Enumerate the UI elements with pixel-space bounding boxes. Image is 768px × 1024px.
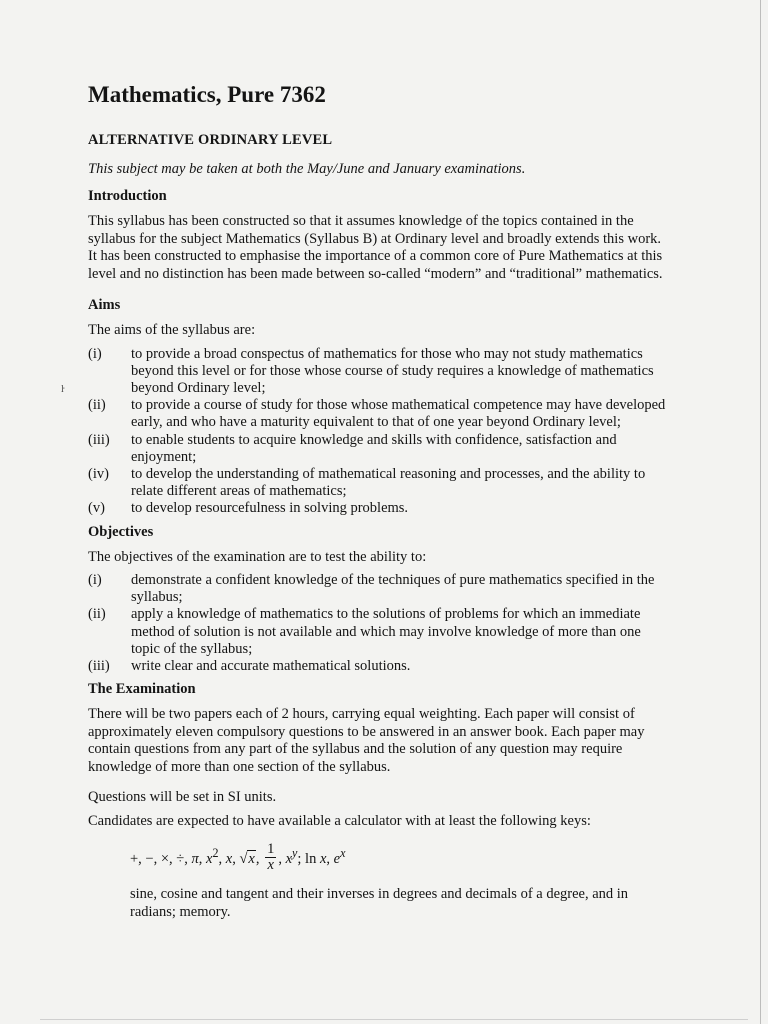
list-item	[88, 572, 673, 606]
list-item	[88, 500, 673, 517]
calculator-text: Candidates are expected to have available a calculator with at least the following keys:	[88, 812, 591, 829]
list-text: to provide a course of study for those whose mathematical competence may have developed early, and who have a maturity equivalent to that of one year beyond Ordinary level;	[131, 397, 666, 431]
objectives-heading: Objectives	[88, 523, 154, 540]
list-number: (iii)	[88, 431, 110, 448]
calculator-keys-formula	[130, 836, 673, 878]
list-number: (iii)	[88, 658, 110, 675]
objectives-list	[88, 572, 673, 675]
units-text: Questions will be set in SI units.	[88, 789, 277, 806]
aims-heading: Aims	[88, 297, 121, 313]
scan-mark: ŀ	[61, 384, 65, 395]
list-item	[88, 346, 673, 398]
list-number: (v)	[88, 500, 105, 517]
list-text: demonstrate a confident knowledge of the techniques of pure mathematics specified in the syllabus;	[131, 572, 655, 606]
list-item	[88, 397, 673, 431]
list-item	[88, 466, 673, 500]
list-text: to enable students to acquire knowledge and skills with confidence, satisfaction and enjoyment;	[131, 431, 617, 465]
list-text: to develop resourcefulness in solving problems.	[131, 500, 409, 517]
subtitle: ALTERNATIVE ORDINARY LEVEL	[88, 132, 333, 148]
list-text: to provide a broad conspectus of mathematics for those who may not study mathematics beyond this level or for those whose course of study requires a knowledge of mathematics beyond Ordinary level;	[131, 345, 654, 396]
aims-lead: The aims of the syllabus are:	[88, 322, 256, 338]
calculator-functions-text: sine, cosine and tangent and their inverses in degrees and decimals of a degree, and in radians; memory.	[130, 886, 629, 920]
document-content	[88, 80, 673, 927]
list-text: to develop the understanding of mathematical reasoning and processes, and the ability to relate different areas of mathematics;	[131, 465, 646, 500]
keys-operators: +, −, ×, ÷, π, $x^2$, x, √x,	[130, 846, 264, 868]
list-number: (ii)	[88, 397, 106, 414]
introduction-text: This syllabus has been constructed so that it assumes knowledge of the topics contained in the syllabus for the subject Mathematics (Syllabus B) at Ordinary level and broadly extends this work. It has been constructed to emphasise the importance of a common core of Pure Mathematics at this level and no distinction has been made between so-called “modern” and “traditional” mathematics.	[88, 213, 663, 282]
page-title: Mathematics, Pure 7362	[88, 82, 326, 107]
list-item	[88, 606, 673, 658]
list-text: write clear and accurate mathematical solutions.	[131, 658, 411, 675]
objectives-lead: The objectives of the examination are to test the ability to:	[88, 548, 427, 565]
list-item	[88, 432, 673, 466]
list-number: (ii)	[88, 606, 106, 623]
examination-text: There will be two papers each of 2 hours, carrying equal weighting. Each paper will consist of approximately eleven compulsory questions to be answered in an answer book. Each paper may contain questions from any part of the syllabus and the solution of any question may require knowledge of more than one section of the syllabus.	[88, 706, 645, 775]
introduction-heading: Introduction	[88, 188, 167, 204]
reciprocal-key: $\frac{1}{x}$	[267, 840, 275, 873]
list-number: (i)	[88, 572, 102, 589]
list-number: (iv)	[88, 465, 109, 482]
list-text: apply a knowledge of mathematics to the solutions of problems for which an immediate method of solution is not available and which may involve knowledge of more than one topic of the syllabus;	[131, 606, 641, 657]
examination-heading: The Examination	[88, 681, 196, 698]
list-number: (i)	[88, 345, 102, 362]
list-item	[88, 658, 673, 675]
keys-functions: , $x^y$; ln x, $e^x$	[278, 846, 346, 868]
aims-list	[88, 346, 673, 518]
exam-note: This subject may be taken at both the May/June and January examinations.	[88, 161, 526, 177]
scan-edge-right	[760, 0, 761, 1024]
scan-edge-bottom	[40, 1019, 748, 1020]
